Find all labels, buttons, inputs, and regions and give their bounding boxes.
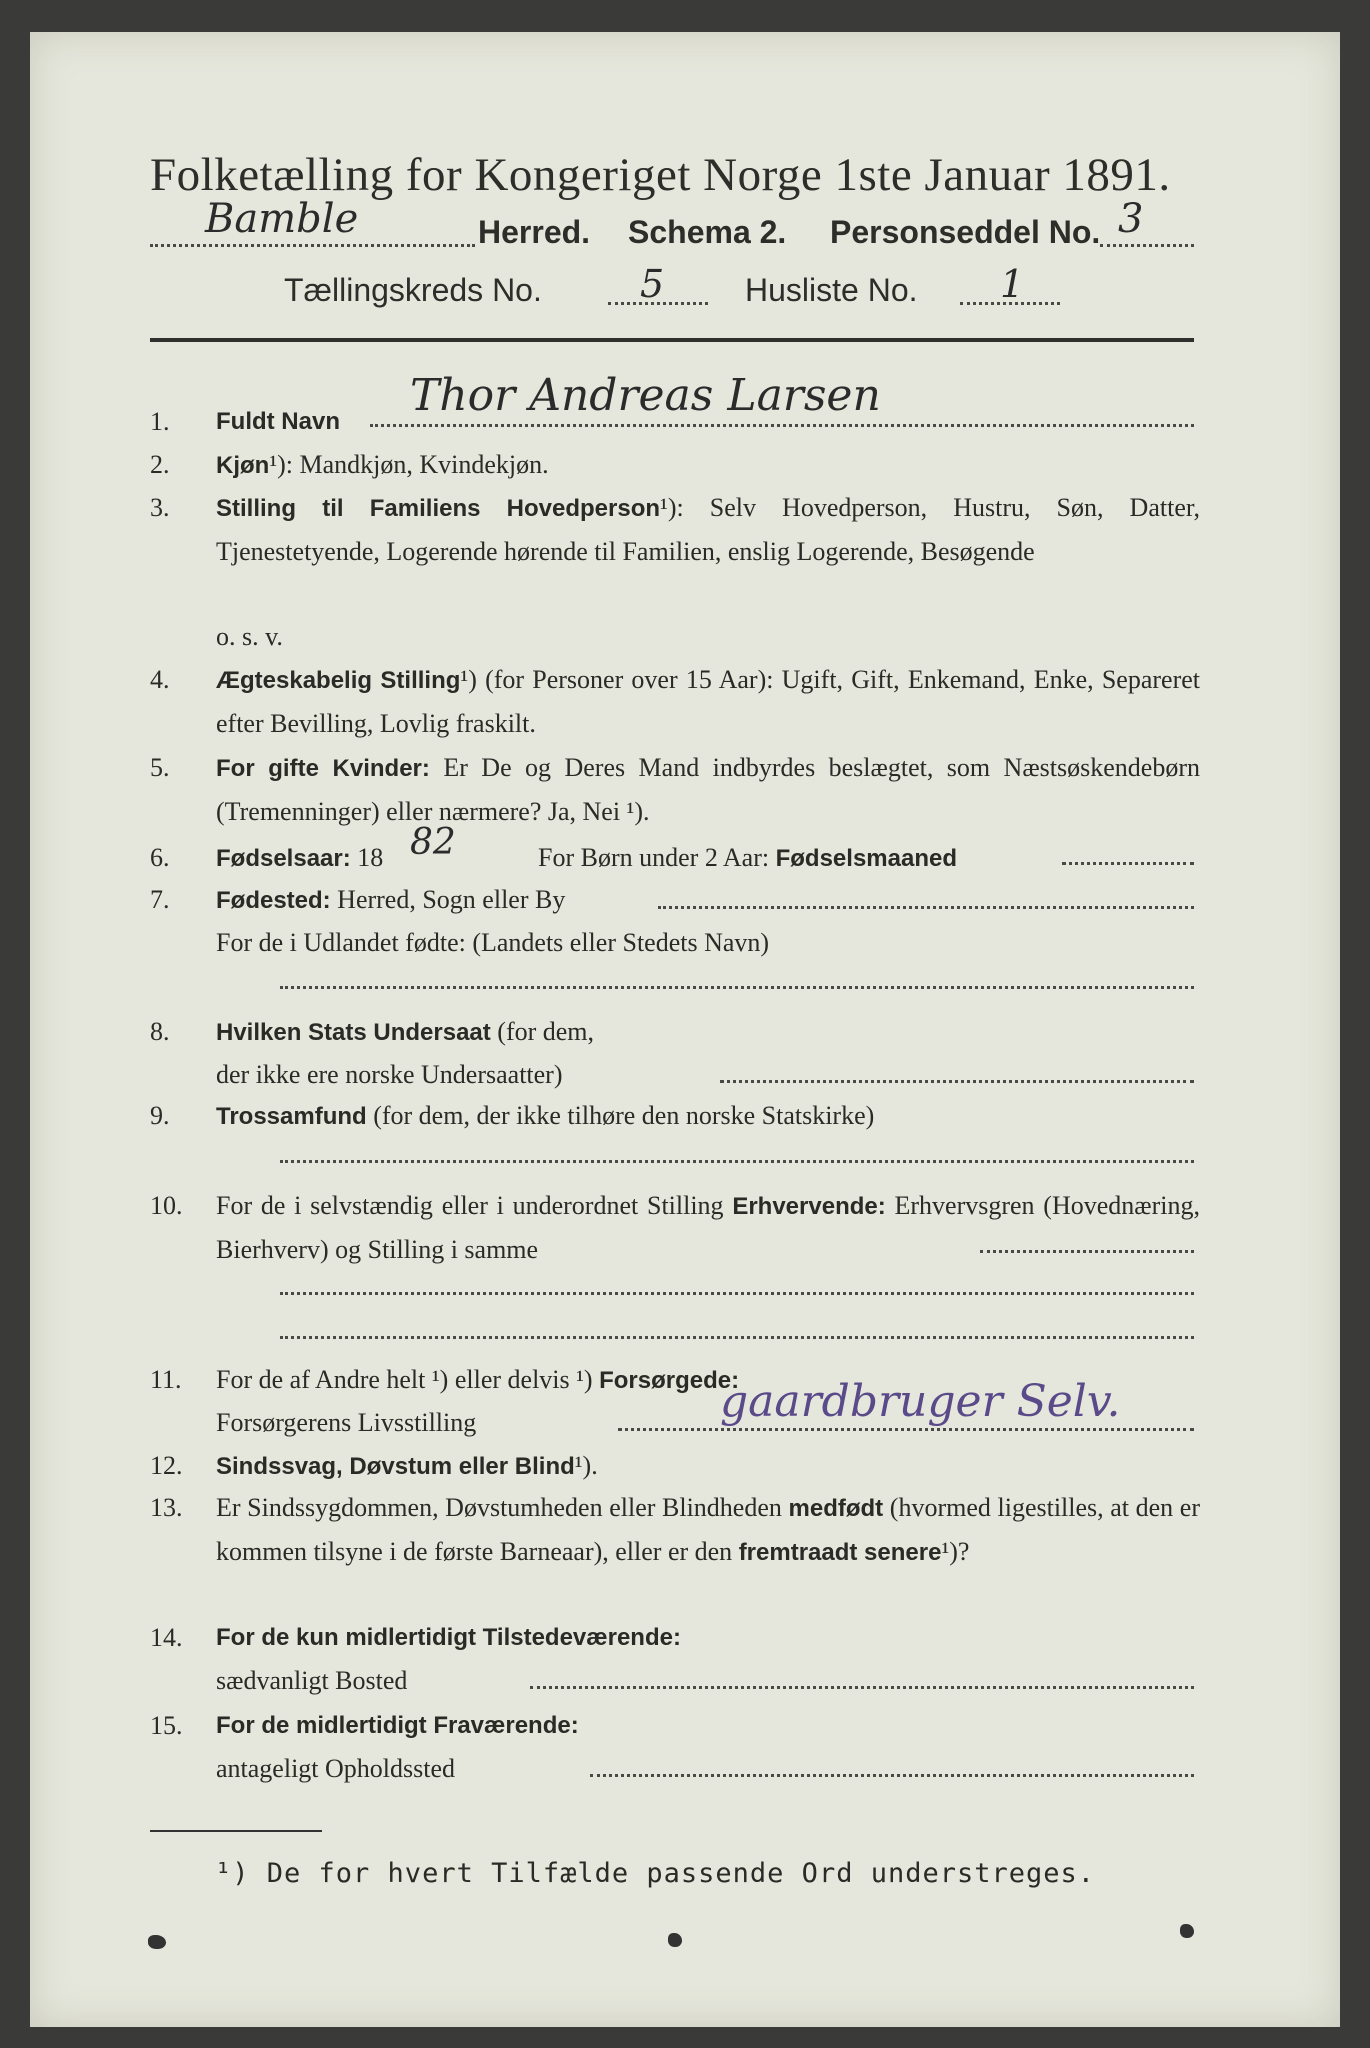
item-label: Fødselsaar: [216,845,351,872]
item-text: Er De og Deres Mand indbyrdes beslægtet, som Næstsøskendebørn (Tremenninger) eller nærmere? Ja, Nei ¹). [216,753,1200,826]
husliste-label: Husliste No. [745,272,918,308]
item-text-2: Erhvervsgren (Hovednæring, Bierhverv) og Stilling i samme [216,1191,1201,1264]
item-text: For de af Andre helt ¹) eller delvis ¹) [216,1365,593,1394]
item-label: Stilling til Familiens Hovedperson [216,495,661,522]
item-number: 4. [150,665,170,694]
item-tail: o. s. v. [216,622,283,651]
item-label-2: Fødselsmaaned [775,845,957,872]
item-text: Herred, Sogn eller By [337,885,566,914]
form-title: Folketælling for Kongeriget Norge 1ste Januar 1891. [150,149,1171,201]
erhverv-dotted-line-3 [280,1336,1194,1339]
item-number: 2. [150,450,170,479]
item-number: 7. [150,885,170,914]
item-number: 11. [150,1365,182,1394]
item-label: Hvilken Stats Undersaat [216,1019,491,1046]
item-number: 5. [150,753,170,782]
herred-dotted-line [150,244,475,247]
item-number: 1. [150,407,170,436]
udlandet-dotted-line [280,986,1194,989]
item-line-2: For de i Udlandet fødte: (Landets eller Stedets Navn) [216,928,770,957]
item-number: 10. [150,1191,183,1220]
fodselsmaaned-dotted-line [1062,862,1194,865]
item-text: ¹): Selv Hovedperson, Hustru, Søn, Datter, Tjenestetyende, Logerende hørende til Familien, enslig Logerende, Besøgende [216,493,1200,566]
item-label: Fuldt Navn [216,408,340,435]
item-label: Fødested: [216,887,331,914]
trossamfund-dotted-line [280,1160,1194,1163]
ink-mark [148,1935,166,1949]
kreds-value: 5 [640,262,665,306]
item-label: Sindssvag, Døvstum eller Blind [216,1453,575,1480]
name-dotted-line [370,424,1194,427]
personseddel-value: 3 [1118,196,1144,242]
item-text: (for dem, der ikke tilhøre den norske Statskirke) [373,1101,875,1130]
item-text: ¹). [574,1451,598,1480]
herred-label: Herred. [478,214,591,250]
ink-mark [1180,1924,1194,1938]
erhverv-dotted-line-1 [980,1250,1194,1253]
fodested-dotted-line [658,906,1194,909]
item-label: For de kun midlertidigt Tilstedeværende: [216,1624,681,1651]
item-text: Er Sindssygdommen, Døvstumheden eller Blindheden [216,1493,782,1522]
ink-mark [668,1933,682,1947]
item-line-2: Forsørgerens Livsstilling [216,1408,477,1437]
opholdssted-dotted-line [590,1774,1194,1777]
erhverv-dotted-line-2 [280,1292,1194,1295]
item-label: For gifte Kvinder: [216,755,430,782]
forsorger-value: gaardbruger Selv. [720,1376,1121,1427]
footnote-rule [150,1830,322,1832]
item-number: 3. [150,493,170,522]
item-line-2: antageligt Opholdssted [216,1754,456,1783]
schema-label: Schema 2. [628,214,787,250]
item-number: 14. [150,1623,183,1652]
item-label: medfødt [788,1495,884,1522]
personseddel-label: Personseddel No. [830,214,1101,250]
herred-value: Bamble [205,196,359,242]
item-label: Kjøn [216,452,270,479]
footnote: ¹) De for hvert Tilfælde passende Ord understreges. [215,1858,1096,1889]
full-name-value: Thor Andreas Larsen [410,370,881,421]
item-label: Trossamfund [216,1103,367,1130]
kreds-label: Tællingskreds No. [284,272,542,308]
item-label: Erhvervende: [732,1193,886,1220]
item-text: 18 [357,843,384,872]
item-text: ¹) (for Personer over 15 Aar): Ugift, Gift, Enkemand, Enke, Separeret efter Bevilling, Lovlig fraskilt. [216,665,1200,738]
item-number: 12. [150,1451,183,1480]
personseddel-dotted-line [1100,244,1194,247]
item-label: Ægteskabelig Stilling [216,667,461,694]
item-text: (for dem, [497,1017,595,1046]
item-number: 6. [150,843,170,872]
item-label-2: fremtraadt senere [738,1539,942,1566]
item-number: 9. [150,1101,170,1130]
item-label: Forsørgede: [599,1367,740,1394]
bosted-dotted-line [530,1686,1194,1689]
item-text: For de i selvstændig eller i underordnet Stilling [216,1191,724,1220]
husliste-value: 1 [1000,262,1025,306]
item-label: For de midlertidigt Fraværende: [216,1712,579,1739]
item-number: 8. [150,1017,170,1046]
undersaat-dotted-line [720,1080,1194,1083]
forsorger-dotted-line [618,1428,1194,1431]
item-text-3: ¹)? [941,1537,970,1566]
item-text-2: (hvormed ligestilles, at den er kommen tilsyne i de første Barneaar), eller er den [216,1493,1200,1566]
item-line-2: der ikke ere norske Undersaatter) [216,1060,563,1089]
header-rule [150,338,1194,342]
item-text: ¹): Mandkjøn, Kvindekjøn. [269,450,549,479]
birth-year-value: 82 [410,822,456,863]
item-number: 13. [150,1493,183,1522]
item-number: 15. [150,1711,183,1740]
item-text-2: For Børn under 2 Aar: [538,843,770,872]
item-line-2: sædvanligt Bosted [216,1666,408,1695]
